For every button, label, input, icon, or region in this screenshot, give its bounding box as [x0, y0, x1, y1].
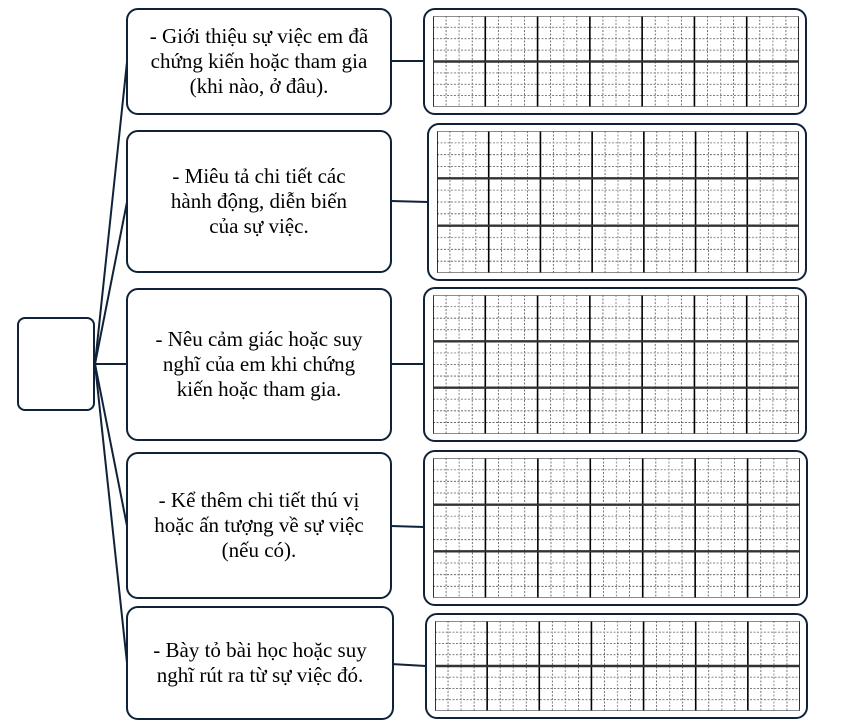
connector-center-branch-4 — [95, 364, 127, 526]
branch-4-line-1: - Kể thêm chi tiết thú vị — [158, 488, 360, 512]
branch-3-line-1: - Nêu cảm giác hoặc suy — [155, 327, 363, 351]
branch-node-3 — [126, 288, 392, 441]
writing-grid-5[interactable] — [425, 613, 808, 719]
connector-center-branch-1 — [95, 62, 127, 364]
branch-2-line-1: - Miêu tả chi tiết các — [172, 164, 346, 188]
writing-grid-2[interactable] — [427, 123, 807, 281]
branch-2-line-2: hành động, diễn biến — [170, 189, 348, 213]
connector-branch-grid-2 — [391, 201, 428, 202]
branch-4-line-2: hoặc ấn tượng về sự việc — [154, 513, 364, 537]
branch-node-4 — [126, 452, 392, 599]
branch-5-line-2: nghĩ rút ra từ sự việc đó. — [156, 663, 364, 687]
grid-lines — [433, 295, 799, 434]
branch-1-line-3: (khi nào, ở đâu). — [189, 74, 329, 98]
grid-lines — [437, 131, 799, 273]
branch-4-line-3: (nếu có). — [221, 538, 297, 562]
center-node — [17, 317, 95, 411]
writing-grid-3[interactable] — [423, 287, 807, 442]
branch-1-line-1: - Giới thiệu sự việc em đã — [149, 24, 369, 48]
writing-grid-4[interactable] — [423, 450, 808, 606]
branch-3-line-2: nghĩ của em khi chứng — [162, 352, 356, 376]
branch-5-line-1: - Bày tỏ bài học hoặc suy — [153, 638, 367, 662]
connector-branch-grid-5 — [391, 664, 426, 666]
writing-grid-1[interactable] — [423, 8, 807, 115]
branch-3-line-3: kiến hoặc tham gia. — [176, 377, 342, 401]
connector-center-branch-5 — [95, 364, 127, 663]
branch-node-5 — [126, 606, 394, 720]
connector-branch-grid-4 — [391, 526, 424, 527]
grid-lines — [433, 16, 799, 107]
grid-lines — [433, 458, 800, 598]
branch-1-line-2: chứng kiến hoặc tham gia — [150, 49, 368, 73]
branch-node-2 — [126, 130, 392, 273]
branch-node-1 — [126, 8, 392, 115]
grid-lines — [435, 621, 800, 711]
connector-center-branch-2 — [95, 202, 127, 364]
branch-2-line-3: của sự việc. — [209, 214, 309, 238]
